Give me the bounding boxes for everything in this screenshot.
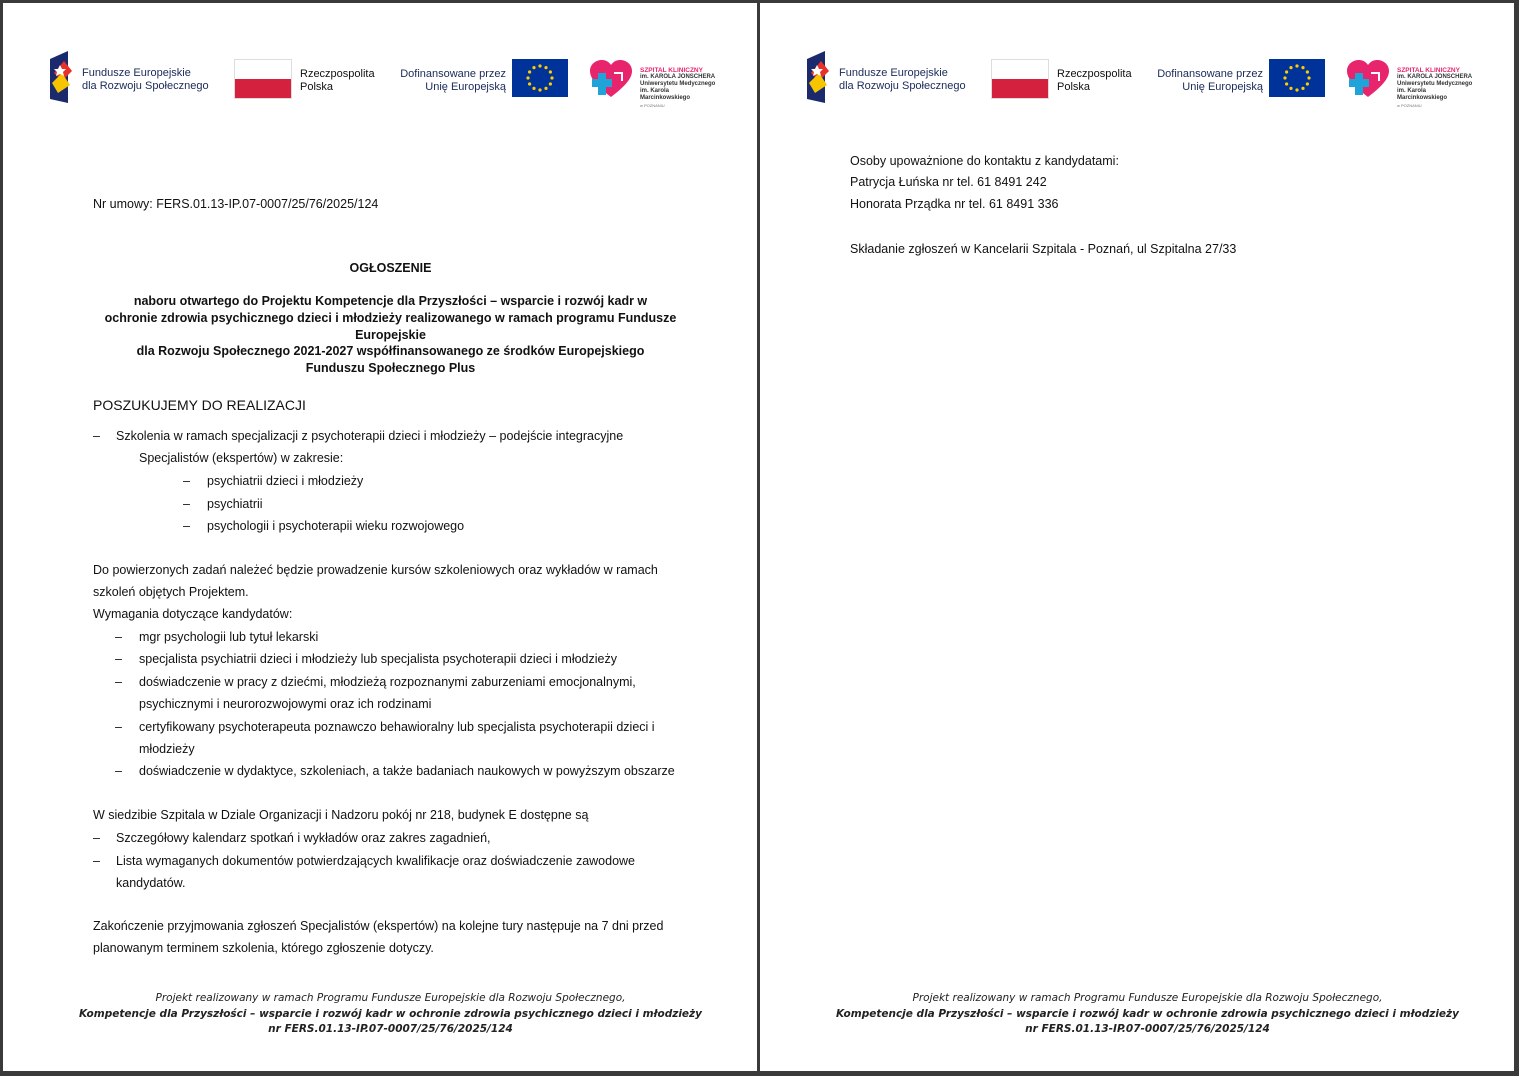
eu-star-icon	[1289, 87, 1292, 90]
eu-star-icon	[1285, 70, 1288, 73]
seeking-heading: POSZUKUJEMY DO REALIZACJI	[93, 397, 306, 413]
szpital-kliniczny-logo-icon	[588, 59, 634, 99]
eu-star-icon	[1301, 66, 1304, 69]
szpital-kliniczny-text: SZPITAL KLINICZNY im. KAROLA JONSCHERA Uniwersytetu Medycznego im. Karola Marcinkowskiego w POZNANIU	[1397, 67, 1473, 108]
polish-flag-icon	[991, 59, 1049, 99]
eu-cofinanced-text: Dofinansowane przez Unię Europejską	[1157, 68, 1263, 93]
bullet-dash: –	[183, 474, 190, 488]
eu-star-icon	[550, 76, 553, 79]
bullet-dash: –	[115, 630, 122, 644]
eu-star-icon	[549, 70, 552, 73]
requirement-item: doświadczenie w pracy z dziećmi, młodzieżą rozpoznanymi zaburzeniami emocjonalnymi, psychicznymi i neurorozwojowymi oraz ich rodzinami	[139, 675, 636, 711]
bullet-dash: –	[93, 429, 100, 443]
eu-star-icon	[1306, 82, 1309, 85]
fundusze-europejskie-text: Fundusze Europejskie dla Rozwoju Społecznego	[82, 67, 209, 92]
announcement-subtitle: naboru otwartego do Projektu Kompetencje dla Przyszłości – wsparcie i rozwój kadr w ochronie zdrowia psychicznego dzieci i młodzieży realizowanego w ramach programu Fundusze Europejskie dla Rozwoju Społecznego 2021-2027 współfinansowanego ze środków Europejskiego Funduszu Społecznego Plus	[104, 294, 677, 376]
szpital-kliniczny-logo-icon	[1345, 59, 1391, 99]
fundusze-europejskie-logo-icon	[50, 51, 78, 103]
eu-flag-icon	[512, 59, 568, 97]
requirement-item: specjalista psychiatrii dzieci i młodzieży lub specjalista psychoterapii dzieci i młodzieży	[139, 652, 617, 666]
bullet-dash: –	[115, 675, 122, 689]
training-item: Szkolenia w ramach specjalizacji z psychoterapii dzieci i młodzieży – podejście integracyjne	[116, 429, 624, 443]
bullet-dash: –	[93, 831, 100, 845]
page-footer: Projekt realizowany w ramach Programu Fundusze Europejskie dla Rozwoju Społecznego, Kompetencje dla Przyszłości – wsparcie i rozwój kadr w ochronie zdrowia psychicznego dzieci i młodzieży nr FERS.01.13-IP.07-0007/25/76/2025/124	[78, 992, 703, 1035]
document-page-1	[3, 3, 757, 1071]
header-logos	[807, 51, 1472, 109]
eu-star-icon	[544, 87, 547, 90]
area-item: psychiatrii dzieci i młodzieży	[207, 474, 364, 488]
eu-star-icon	[549, 82, 552, 85]
eu-star-icon	[1295, 64, 1298, 67]
header-logos	[50, 51, 715, 109]
requirement-item: certyfikowany psychoterapeuta poznawczo behawioralny lub specjalista psychoterapii dzieci i młodzieży	[139, 720, 655, 756]
fundusze-europejskie-text: Fundusze Europejskie dla Rozwoju Społecznego	[839, 67, 966, 92]
location-paragraph: W siedzibie Szpitala w Dziale Organizacji i Nadzoru pokój nr 218, budynek E dostępne są	[93, 808, 589, 822]
page-footer: Projekt realizowany w ramach Programu Fundusze Europejskie dla Rozwoju Społecznego, Kompetencje dla Przyszłości – wsparcie i rozwój kadr w ochronie zdrowia psychicznego dzieci i młodzieży nr FERS.01.13-IP.07-0007/25/76/2025/124	[835, 992, 1460, 1035]
eu-star-icon	[1306, 70, 1309, 73]
submission-info: Składanie zgłoszeń w Kancelarii Szpitala - Poznań, ul Szpitalna 27/33	[850, 242, 1237, 256]
eu-star-icon	[532, 87, 535, 90]
requirement-item: mgr psychologii lub tytuł lekarski	[139, 630, 319, 644]
eu-star-icon	[1283, 76, 1286, 79]
eu-cofinanced-text: Dofinansowane przez Unię Europejską	[400, 68, 506, 93]
duties-paragraph: Do powierzonych zadań należeć będzie prowadzenie kursów szkoleniowych oraz wykładów w ramach szkoleń objętych Projektem.	[93, 563, 658, 599]
document-page-2	[760, 3, 1514, 1071]
bullet-dash: –	[115, 652, 122, 666]
document-item: Lista wymaganych dokumentów potwierdzających kwalifikacje oraz doświadczenie zawodowe kandydatów.	[116, 854, 636, 890]
eu-star-icon	[538, 88, 541, 91]
contacts-heading: Osoby upoważnione do kontaktu z kandydatami:	[850, 154, 1119, 168]
fundusze-europejskie-logo-icon	[807, 51, 835, 103]
eu-star-icon	[1301, 87, 1304, 90]
requirements-heading: Wymagania dotyczące kandydatów:	[93, 607, 293, 621]
area-item: psychiatrii	[207, 497, 263, 511]
eu-star-icon	[528, 70, 531, 73]
eu-flag-icon	[1269, 59, 1325, 97]
szpital-kliniczny-text: SZPITAL KLINICZNY im. KAROLA JONSCHERA Uniwersytetu Medycznego im. Karola Marcinkowskiego w POZNANIU	[640, 67, 716, 108]
contact-person: Patrycja Łuńska nr tel. 61 8491 242	[850, 175, 1047, 189]
eu-star-icon	[538, 64, 541, 67]
announcement-title: OGŁOSZENIE	[349, 261, 432, 275]
eu-star-icon	[1285, 82, 1288, 85]
requirement-item: doświadczenie w dydaktyce, szkoleniach, a także badaniach naukowych w powyższym obszarze	[139, 764, 675, 778]
closing-paragraph: Zakończenie przyjmowania zgłoszeń Specjalistów (ekspertów) na kolejne tury następuje na 7 dni przed planowanym terminem szkolenia, którego zgłoszenie dotyczy.	[93, 919, 664, 955]
rzeczpospolita-text: Rzeczpospolita Polska	[300, 68, 375, 93]
contract-number: Nr umowy: FERS.01.13-IP.07-0007/25/76/2025/124	[93, 197, 379, 211]
rzeczpospolita-text: Rzeczpospolita Polska	[1057, 68, 1132, 93]
bullet-dash: –	[93, 854, 100, 868]
bullet-dash: –	[183, 497, 190, 511]
polish-flag-icon	[234, 59, 292, 99]
eu-star-icon	[526, 76, 529, 79]
document-item: Szczegółowy kalendarz spotkań i wykładów oraz zakres zagadnień,	[116, 831, 491, 845]
eu-star-icon	[544, 66, 547, 69]
eu-star-icon	[532, 66, 535, 69]
eu-star-icon	[1289, 66, 1292, 69]
bullet-dash: –	[115, 720, 122, 734]
area-item: psychologii i psychoterapii wieku rozwojowego	[207, 519, 465, 533]
contact-person: Honorata Prządka nr tel. 61 8491 336	[850, 197, 1059, 211]
eu-star-icon	[528, 82, 531, 85]
eu-star-icon	[1307, 76, 1310, 79]
specialists-line: Specjalistów (ekspertów) w zakresie:	[139, 451, 344, 465]
eu-star-icon	[1295, 88, 1298, 91]
bullet-dash: –	[115, 764, 122, 778]
bullet-dash: –	[183, 519, 190, 533]
